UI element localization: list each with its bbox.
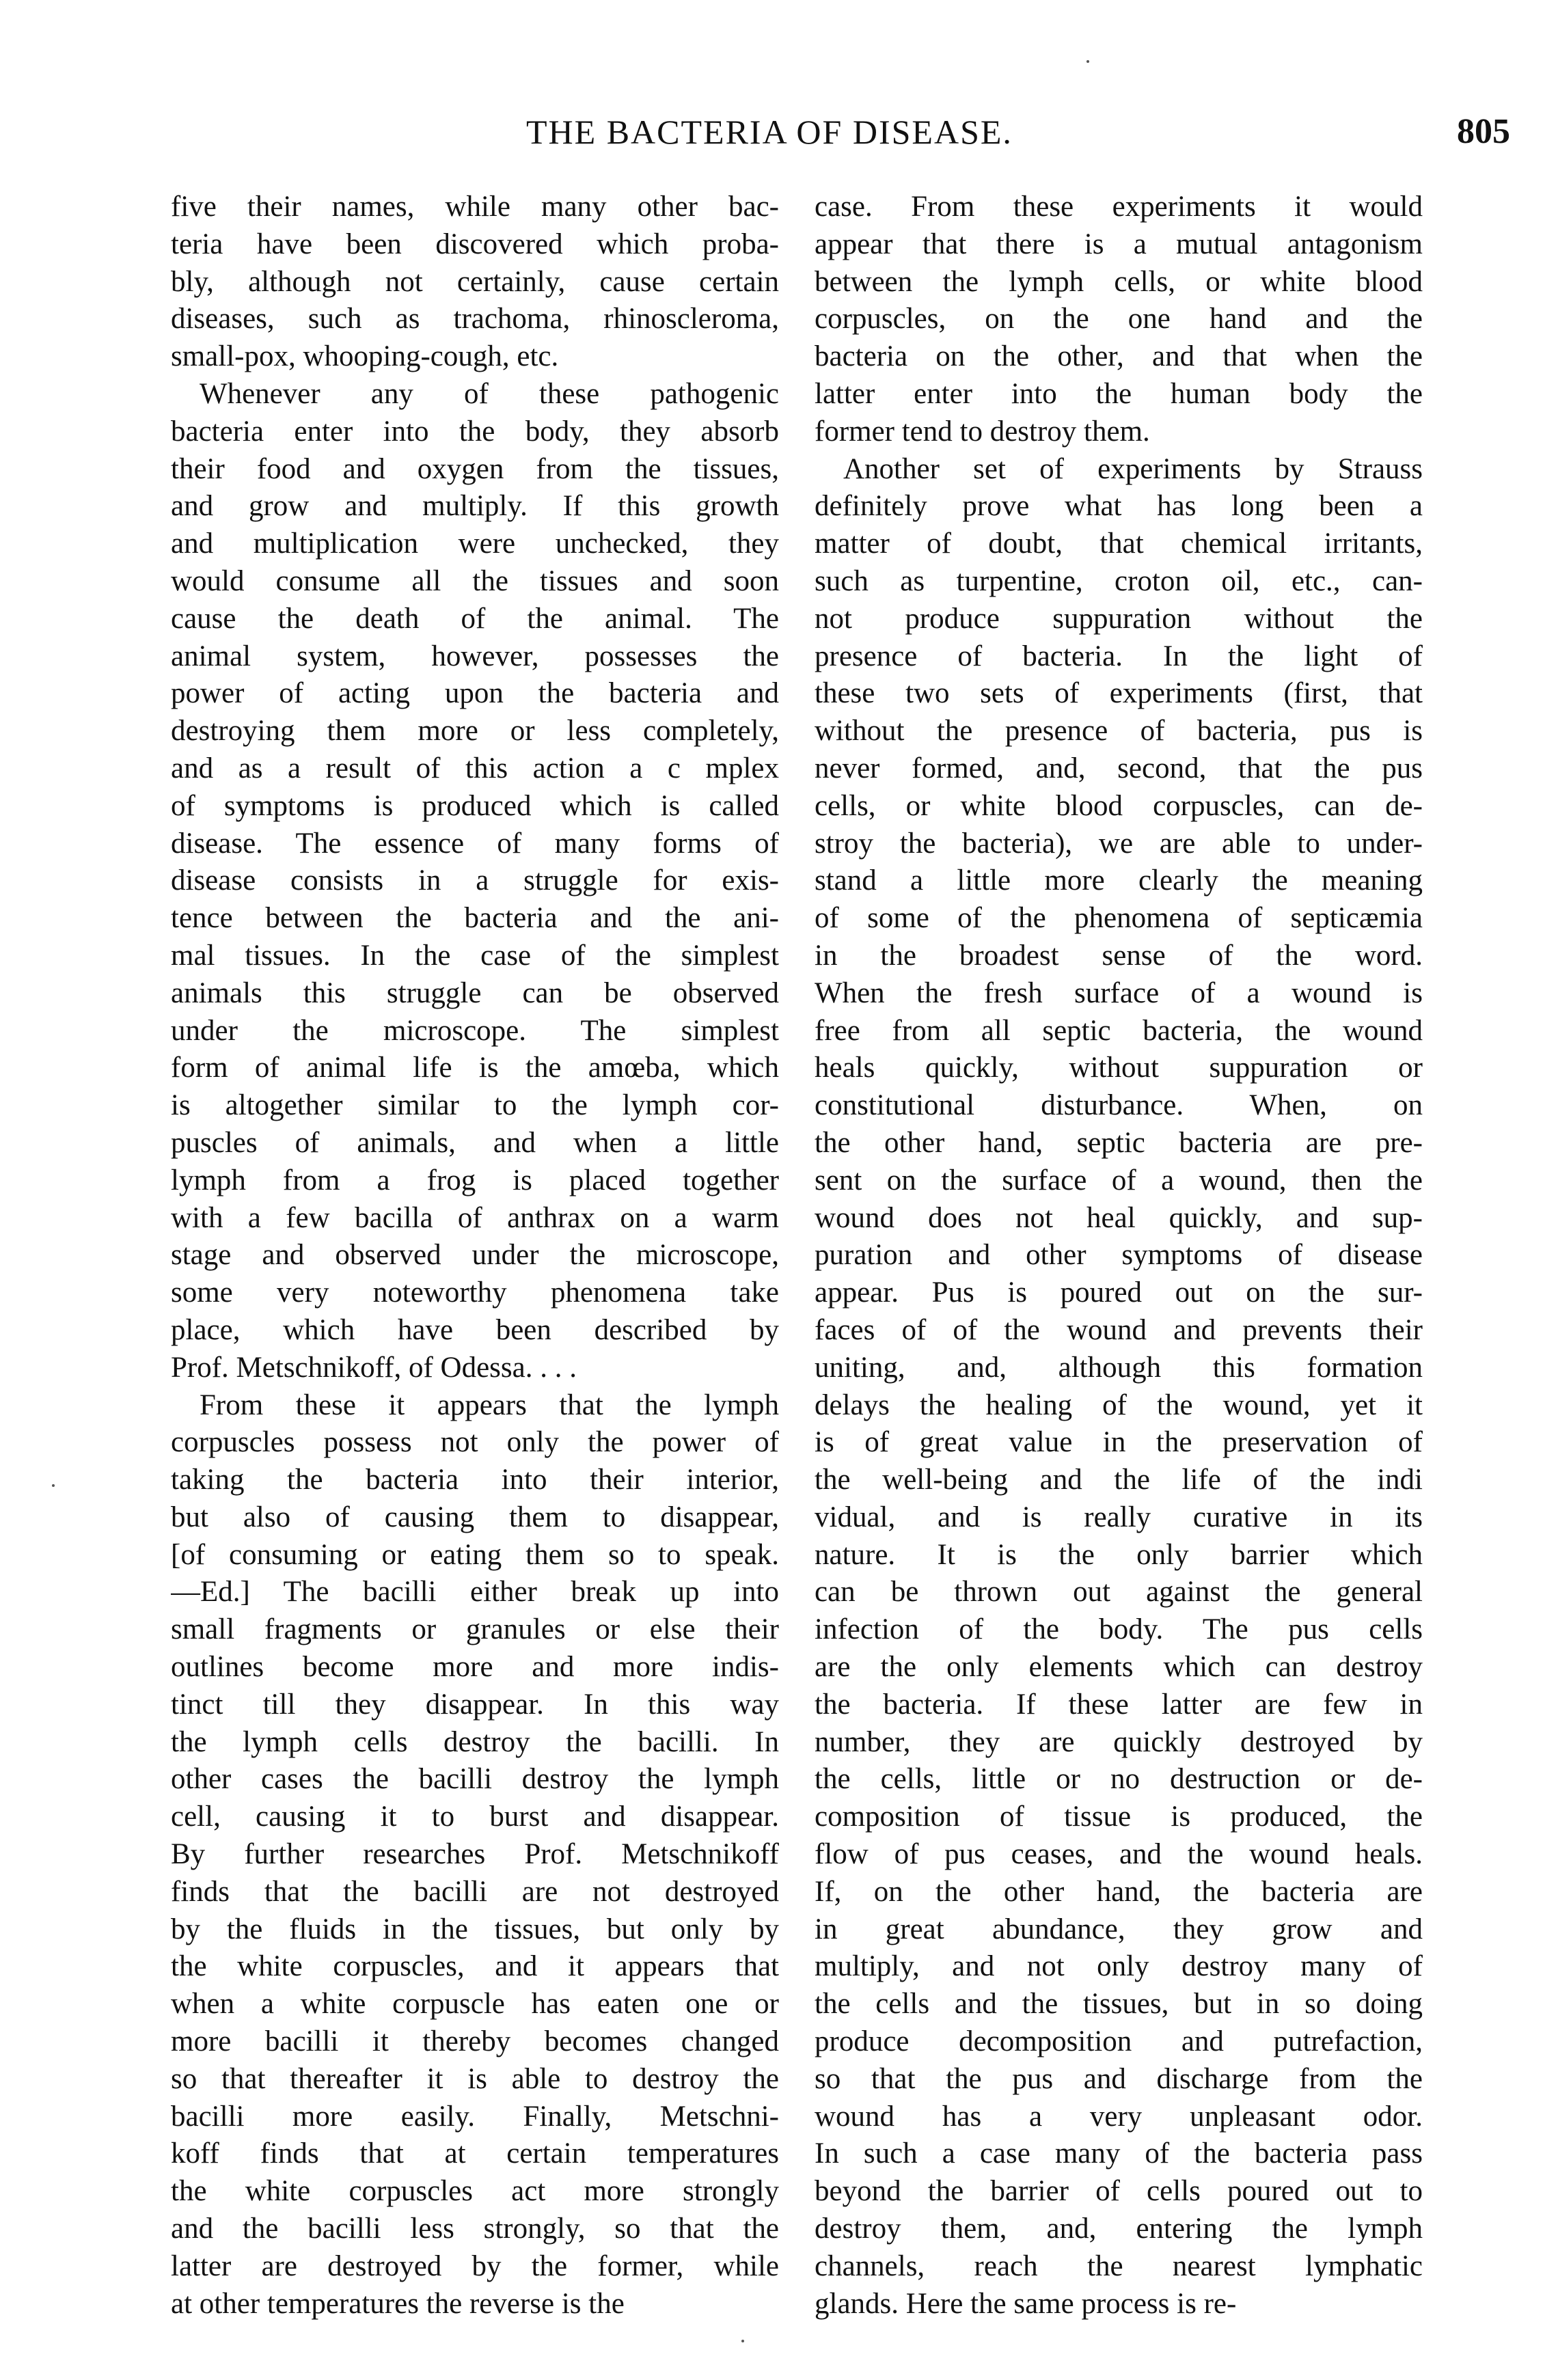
print-speck xyxy=(52,1484,55,1487)
text-line: disease. The essence of many forms of xyxy=(171,827,779,860)
text-line: bacteria on the other, and that when the xyxy=(815,340,1423,373)
text-line: the lymph cells destroy the bacilli. In xyxy=(171,1725,779,1758)
text-line: case. From these experiments it would xyxy=(815,191,1423,223)
text-line: the cells and the tissues, but in so doing xyxy=(815,1988,1423,2021)
text-line: Prof. Metschnikoff, of Odessa. . . . xyxy=(171,1351,577,1384)
text-line: some very noteworthy phenomena take xyxy=(171,1276,779,1309)
text-line: matter of doubt, that chemical irritants, xyxy=(815,528,1423,560)
text-line: latter enter into the human body the xyxy=(815,377,1423,410)
text-line: five their names, while many other bac- xyxy=(171,191,779,223)
text-line: is altogether similar to the lymph cor- xyxy=(171,1089,779,1122)
text-line: would consume all the tissues and soon xyxy=(171,564,779,597)
text-line: are the only elements which can destroy xyxy=(815,1651,1423,1684)
text-line: their food and oxygen from the tissues, xyxy=(171,452,779,485)
page-title: THE BACTERIA OF DISEASE. xyxy=(526,113,1013,151)
text-line: beyond the barrier of cells poured out to xyxy=(815,2175,1423,2208)
text-line: If, on the other hand, the bacteria are xyxy=(815,1875,1423,1908)
text-line: bacilli more easily. Finally, Metschni- xyxy=(171,2100,779,2133)
text-line: small-pox, whooping-cough, etc. xyxy=(171,340,559,373)
text-line: so that thereafter it is able to destroy the xyxy=(171,2062,779,2095)
text-line: uniting, and, although this formation xyxy=(815,1351,1423,1384)
text-line: By further researches Prof. Metschnikoff xyxy=(171,1838,779,1871)
page-number: 805 xyxy=(1457,112,1510,151)
text-line: —Ed.] The bacilli either break up into xyxy=(171,1576,779,1609)
text-line: in great abundance, they grow and xyxy=(815,1913,1423,1945)
text-line: bly, although not certainly, cause certain xyxy=(171,265,779,298)
text-line: puration and other symptoms of disease xyxy=(815,1239,1423,1272)
text-line: never formed, and, second, that the pus xyxy=(815,752,1423,784)
text-line: finds that the bacilli are not destroyed xyxy=(171,1875,779,1908)
running-head xyxy=(171,108,1510,156)
text-line: place, which have been described by xyxy=(171,1313,779,1346)
text-line: the white corpuscles, and it appears that xyxy=(171,1950,779,1983)
text-line: between the lymph cells, or white blood xyxy=(815,265,1423,298)
text-line: multiply, and not only destroy many of xyxy=(815,1950,1423,1983)
text-line: presence of bacteria. In the light of xyxy=(815,640,1423,672)
text-line: produce decomposition and putrefaction, xyxy=(815,2025,1423,2058)
text-line: composition of tissue is produced, the xyxy=(815,1801,1423,1833)
text-line: diseases, such as trachoma, rhinoscleroma, xyxy=(171,303,779,336)
text-line: destroying them more or less completely, xyxy=(171,715,779,748)
text-line: cells, or white blood corpuscles, can de- xyxy=(815,789,1423,822)
text-line: koff finds that at certain temperatures xyxy=(171,2137,779,2170)
print-speck xyxy=(741,2340,744,2342)
text-line: of some of the phenomena of septicæmia xyxy=(815,902,1423,935)
text-line: bacteria enter into the body, they absorb xyxy=(171,415,779,448)
text-line: the white corpuscles act more strongly xyxy=(171,2175,779,2208)
text-line: destroy them, and, entering the lymph xyxy=(815,2213,1423,2245)
text-line: Whenever any of these pathogenic xyxy=(200,377,779,410)
text-line: and the bacilli less strongly, so that the xyxy=(171,2213,779,2245)
text-line: under the microscope. The simplest xyxy=(171,1014,779,1047)
text-line: of symptoms is produced which is called xyxy=(171,789,779,822)
text-line: so that the pus and discharge from the xyxy=(815,2062,1423,2095)
text-line: faces of of the wound and prevents their xyxy=(815,1313,1423,1346)
text-line: more bacilli it thereby becomes changed xyxy=(171,2025,779,2058)
left-column xyxy=(171,189,779,2323)
text-line: at other temperatures the reverse is the xyxy=(171,2287,625,2320)
text-line: but also of causing them to disappear, xyxy=(171,1501,779,1533)
text-line: can be thrown out against the general xyxy=(815,1576,1423,1609)
text-line: in the broadest sense of the word. xyxy=(815,939,1423,972)
text-line: cause the death of the animal. The xyxy=(171,602,779,635)
text-line: nature. It is the only barrier which xyxy=(815,1538,1423,1571)
text-line: delays the healing of the wound, yet it xyxy=(815,1389,1423,1421)
text-line: wound has a very unpleasant odor. xyxy=(815,2100,1423,2133)
text-line: without the presence of bacteria, pus is xyxy=(815,715,1423,748)
text-line: stroy the bacteria), we are able to under- xyxy=(815,827,1423,860)
text-line: definitely prove what has long been a xyxy=(815,490,1423,523)
text-line: when a white corpuscle has eaten one or xyxy=(171,1988,779,2021)
text-line: and as a result of this action a c mplex xyxy=(171,752,779,784)
text-line: other cases the bacilli destroy the lymph xyxy=(171,1763,779,1796)
text-line: by the fluids in the tissues, but only by xyxy=(171,1913,779,1945)
text-line: animals this struggle can be observed xyxy=(171,976,779,1009)
text-line: number, they are quickly destroyed by xyxy=(815,1725,1423,1758)
text-line: the well-being and the life of the indi xyxy=(815,1464,1423,1496)
text-line: corpuscles possess not only the power of xyxy=(171,1426,779,1459)
text-line: channels, reach the nearest lymphatic xyxy=(815,2249,1423,2282)
text-line: When the fresh surface of a wound is xyxy=(815,976,1423,1009)
text-line: infection of the body. The pus cells xyxy=(815,1613,1423,1646)
text-line: the other hand, septic bacteria are pre- xyxy=(815,1126,1423,1159)
text-line: constitutional disturbance. When, on xyxy=(815,1089,1423,1122)
text-line: latter are destroyed by the former, while xyxy=(171,2249,779,2282)
text-line: power of acting upon the bacteria and xyxy=(171,677,779,710)
text-line: mal tissues. In the case of the simplest xyxy=(171,939,779,972)
text-line: glands. Here the same process is re- xyxy=(815,2287,1237,2320)
text-line: with a few bacilla of anthrax on a warm xyxy=(171,1201,779,1234)
text-line: wound does not heal quickly, and sup- xyxy=(815,1201,1423,1234)
text-line: [of consuming or eating them so to speak. xyxy=(171,1538,779,1571)
text-line: not produce suppuration without the xyxy=(815,602,1423,635)
text-line: stand a little more clearly the meaning xyxy=(815,864,1423,897)
text-line: is of great value in the preservation of xyxy=(815,1426,1423,1459)
text-line: and multiplication were unchecked, they xyxy=(171,528,779,560)
text-line: cell, causing it to burst and disappear. xyxy=(171,1801,779,1833)
text-line: and grow and multiply. If this growth xyxy=(171,490,779,523)
text-line: stage and observed under the microscope, xyxy=(171,1239,779,1272)
text-line: these two sets of experiments (first, that xyxy=(815,677,1423,710)
text-line: lymph from a frog is placed together xyxy=(171,1164,779,1196)
text-line: vidual, and is really curative in its xyxy=(815,1501,1423,1533)
text-line: sent on the surface of a wound, then the xyxy=(815,1164,1423,1196)
text-line: small fragments or granules or else their xyxy=(171,1613,779,1646)
text-line: tence between the bacteria and the ani- xyxy=(171,902,779,935)
text-line: In such a case many of the bacteria pass xyxy=(815,2137,1423,2170)
text-line: the bacteria. If these latter are few in xyxy=(815,1688,1423,1721)
text-line: outlines become more and more indis- xyxy=(171,1651,779,1684)
text-line: animal system, however, possesses the xyxy=(171,640,779,672)
text-line: corpuscles, on the one hand and the xyxy=(815,303,1423,336)
text-line: the cells, little or no destruction or de- xyxy=(815,1763,1423,1796)
text-line: flow of pus ceases, and the wound heals. xyxy=(815,1838,1423,1871)
text-line: appear that there is a mutual antagonism xyxy=(815,228,1423,260)
text-line: heals quickly, without suppuration or xyxy=(815,1052,1423,1084)
text-line: form of animal life is the amœba, which xyxy=(171,1052,779,1084)
print-speck xyxy=(1086,60,1089,63)
right-column xyxy=(815,189,1423,2323)
text-line: such as turpentine, croton oil, etc., can- xyxy=(815,564,1423,597)
text-line: appear. Pus is poured out on the sur- xyxy=(815,1276,1423,1309)
text-line: puscles of animals, and when a little xyxy=(171,1126,779,1159)
text-line: tinct till they disappear. In this way xyxy=(171,1688,779,1721)
text-line: taking the bacteria into their interior, xyxy=(171,1464,779,1496)
text-line: Another set of experiments by Strauss xyxy=(843,452,1423,485)
text-line: teria have been discovered which proba- xyxy=(171,228,779,260)
text-line: former tend to destroy them. xyxy=(815,415,1150,448)
text-line: free from all septic bacteria, the wound xyxy=(815,1014,1423,1047)
text-line: From these it appears that the lymph xyxy=(200,1389,779,1421)
text-line: disease consists in a struggle for exis- xyxy=(171,864,779,897)
